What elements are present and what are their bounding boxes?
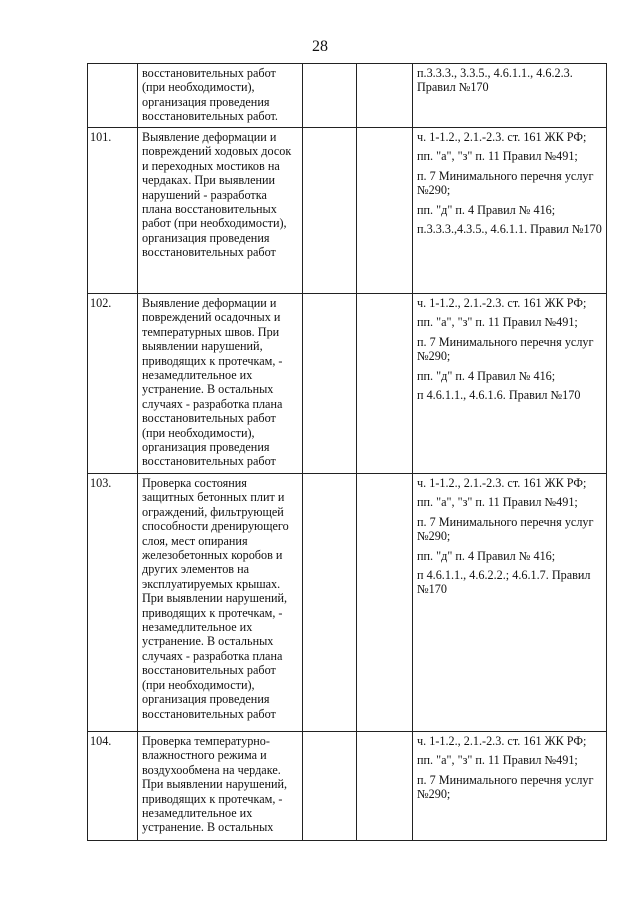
legal-references — [413, 732, 607, 841]
table-row — [88, 732, 607, 841]
legal-reference: ч. 1-1.2., 2.1.-2.3. ст. 161 ЖК РФ; — [417, 296, 587, 310]
empty-cell — [303, 64, 357, 128]
row-number: 101. — [88, 128, 138, 294]
row-number: 103. — [88, 474, 138, 732]
empty-cell — [303, 474, 357, 732]
empty-cell — [303, 294, 357, 474]
legal-reference: п. 7 Минимального перечня услуг №290; — [417, 772, 594, 802]
legal-reference: пп. "д" п. 4 Правил № 416; — [417, 548, 556, 563]
legal-reference: п. 7 Минимального перечня услуг №290; — [417, 514, 594, 544]
regulations-table — [87, 63, 607, 841]
empty-cell — [357, 294, 413, 474]
legal-reference: пп. "а", "з" п. 11 Правил №491; — [417, 753, 578, 768]
work-description: Выявление деформации и повреждений осадочных и температурных швов. При выявлении нарушений, приводящих к протечкам, - незамедлительное их устранение. В остальных случаях - разработка плана восстановительных работ (при необходимости), организация проведения восстановительных работ — [138, 294, 303, 474]
legal-reference: пп. "а", "з" п. 11 Правил №491; — [417, 149, 578, 164]
legal-reference: п 4.6.1.1., 4.6.2.2.; 4.6.1.7. Правил №170 — [417, 568, 591, 597]
table-row — [88, 128, 607, 294]
row-number: 102. — [88, 294, 138, 474]
legal-reference: ч. 1-1.2., 2.1.-2.3. ст. 161 ЖК РФ; — [417, 130, 587, 144]
empty-cell — [357, 128, 413, 294]
legal-reference: пп. "д" п. 4 Правил № 416; — [417, 202, 556, 217]
legal-reference: п.3.3.3., 3.3.5., 4.6.1.1., 4.6.2.3. Правил №170 — [417, 66, 573, 95]
table-row — [88, 474, 607, 732]
empty-cell — [357, 474, 413, 732]
legal-reference: п 4.6.1.1., 4.6.1.6. Правил №170 — [417, 388, 581, 403]
work-description: восстановительных работ (при необходимости), организация проведения восстановительных работ. — [138, 64, 303, 128]
legal-reference: ч. 1-1.2., 2.1.-2.3. ст. 161 ЖК РФ; — [417, 476, 587, 490]
legal-reference: п. 7 Минимального перечня услуг №290; — [417, 334, 594, 364]
table-row — [88, 64, 607, 128]
legal-reference: п. 7 Минимального перечня услуг №290; — [417, 168, 594, 198]
work-description: Выявление деформации и повреждений ходовых досок и переходных мостиков на чердаках. При выявлении нарушений - разработка плана восстановительных работ (при необходимости), организация проведения восстановительных работ — [138, 128, 303, 294]
table-row — [88, 294, 607, 474]
legal-reference: пп. "а", "з" п. 11 Правил №491; — [417, 495, 578, 510]
legal-reference: пп. "д" п. 4 Правил № 416; — [417, 368, 556, 383]
page-number: 28 — [312, 38, 328, 55]
legal-reference: п.3.3.3.,4.3.5., 4.6.1.1. Правил №170 — [417, 222, 602, 237]
legal-references — [413, 64, 607, 128]
empty-cell — [357, 64, 413, 128]
legal-reference: пп. "а", "з" п. 11 Правил №491; — [417, 315, 578, 330]
empty-cell — [303, 128, 357, 294]
legal-reference: ч. 1-1.2., 2.1.-2.3. ст. 161 ЖК РФ; — [417, 734, 587, 748]
work-description: Проверка состояния защитных бетонных плит и ограждений, фильтрующей способности дренирующего слоя, мест опирания железобетонных коробов и других элементов на эксплуатируемых крышах. При выявлении нарушений, приводящих к протечкам, - незамедлительное их устранение. В остальных случаях - разработка плана восстановительных работ (при необходимости), организация проведения восстановительных работ — [138, 474, 303, 732]
empty-cell — [303, 732, 357, 841]
legal-references — [413, 474, 607, 732]
legal-references — [413, 294, 607, 474]
work-description: Проверка температурно-влажностного режима и воздухообмена на чердаке. При выявлении нарушений, приводящих к протечкам, - незамедлительное их устранение. В остальных — [138, 732, 303, 841]
empty-cell — [357, 732, 413, 841]
row-number: 104. — [88, 732, 138, 841]
legal-references — [413, 128, 607, 294]
row-number — [88, 64, 138, 128]
